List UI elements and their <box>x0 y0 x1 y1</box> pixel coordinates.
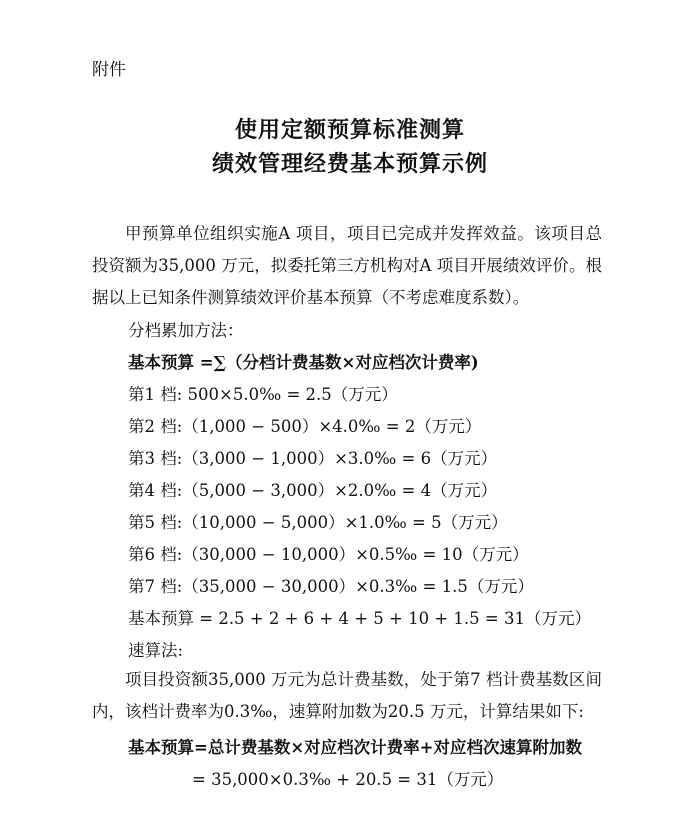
tier-line: 第4 档:（5,000 − 3,000）×2.0‰ = 4（万元） <box>128 481 498 500</box>
quick-method-heading: 速算法: <box>128 641 184 660</box>
intro-paragraph: 甲预算单位组织实施A 项目，项目已完成并发挥效益。该项目总投资额为35,000 万元，拟委托第三方机构对A 项目开展绩效评价。根据以上已知条件测算绩效评价基本预算（不考虑难度系数）。 <box>92 224 602 307</box>
quick-method-formula: 基本预算=总计费基数×对应档次计费率+对应档次速算附加数 <box>128 738 582 757</box>
tier-line: 第2 档:（1,000 − 500）×4.0‰ = 2（万元） <box>128 417 482 436</box>
tiered-method-total: 基本预算 = 2.5 + 2 + 6 + 4 + 5 + 10 + 1.5 = 31（万元） <box>128 609 591 628</box>
attachment-label: 附件 <box>92 60 126 80</box>
tier-line: 第3 档:（3,000 − 1,000）×3.0‰ = 6（万元） <box>128 449 498 468</box>
quick-method-paragraph: 项目投资额35,000 万元为总计费基数，处于第7 档计费基数区间内，该档计费率为0.3‰，速算附加数为20.5 万元，计算结果如下: <box>92 670 602 721</box>
title-line-2: 绩效管理经费基本预算示例 <box>211 152 488 177</box>
tiered-method-formula: 基本预算 =∑（分档计费基数×对应档次计费率) <box>128 353 479 372</box>
tier-line: 第1 档: 500×5.0‰ = 2.5（万元） <box>128 385 398 404</box>
tiered-method-heading: 分档累加方法： <box>128 321 244 340</box>
tier-line: 第7 档:（35,000 − 30,000）×0.3‰ = 1.5（万元） <box>128 577 534 596</box>
quick-method-result: = 35,000×0.3‰ + 20.5 = 31（万元） <box>192 770 504 789</box>
tier-line: 第5 档:（10,000 − 5,000）×1.0‰ = 5（万元） <box>128 513 508 532</box>
tier-line: 第6 档:（30,000 − 10,000）×0.5‰ = 10（万元） <box>128 545 529 564</box>
title-line-1: 使用定额预算标准测算 <box>234 118 465 143</box>
